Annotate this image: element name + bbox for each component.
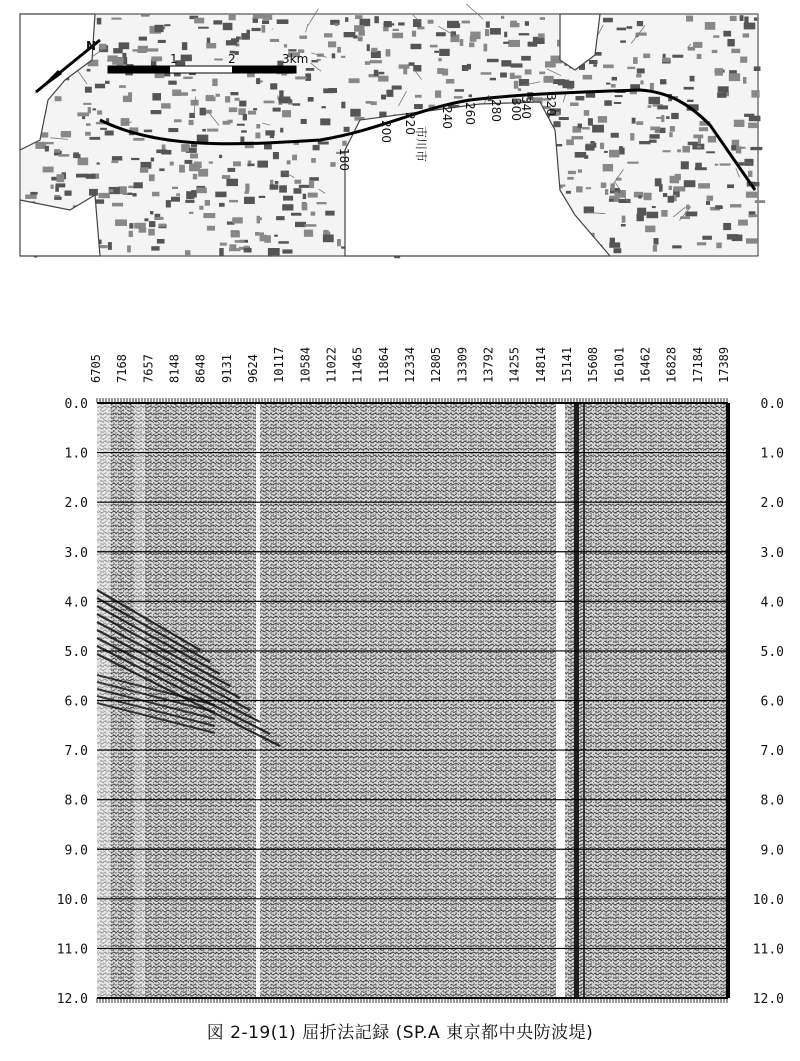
location-map xyxy=(0,0,800,300)
scale-label-1: 1 xyxy=(170,52,178,66)
route-label: 180 xyxy=(337,148,351,171)
y-tick-label-left: 11.0 xyxy=(56,942,88,958)
y-tick-labels-right xyxy=(753,397,784,1007)
svg-text:N: N xyxy=(86,39,97,53)
x-tick-label: 15141 xyxy=(560,346,574,383)
y-tick-label-right: 4.0 xyxy=(760,595,784,611)
y-tick-label-right: 10.0 xyxy=(752,892,784,908)
x-tick-label: 16462 xyxy=(638,346,653,383)
x-tick-label: 16828 xyxy=(664,346,679,383)
x-tick-label: 12805 xyxy=(429,346,444,383)
y-tick-label-right: 0.0 xyxy=(760,397,784,412)
x-tick-label: 14255 xyxy=(507,346,522,383)
refraction-record-chart xyxy=(0,300,800,1025)
route-label: 260 xyxy=(463,102,477,125)
scale-label-3km: 3km xyxy=(282,52,309,66)
y-tick-label-right: 3.0 xyxy=(760,545,784,561)
x-tick-label: 16101 xyxy=(612,346,627,383)
y-tick-label-left: 8.0 xyxy=(64,793,88,809)
x-tick-label: 7657 xyxy=(141,354,156,383)
y-tick-label-left: 0.0 xyxy=(64,397,88,412)
y-tick-label-right: 9.0 xyxy=(760,843,784,859)
seismic-plot-area xyxy=(97,398,730,1003)
y-tick-label-left: 6.0 xyxy=(64,694,88,710)
x-tick-label: 15608 xyxy=(586,346,601,383)
x-tick-label: 11864 xyxy=(376,346,391,383)
y-tick-label-left: 4.0 xyxy=(64,595,88,611)
x-tick-label: 8148 xyxy=(167,354,182,383)
y-tick-label-right: 8.0 xyxy=(760,793,784,809)
y-tick-label-left: 3.0 xyxy=(64,545,88,561)
y-tick-label-left: 1.0 xyxy=(64,446,88,462)
route-label: 240 xyxy=(440,106,454,129)
x-tick-label: 13792 xyxy=(481,346,496,383)
route-label: 340 xyxy=(519,96,533,119)
y-tick-label-left: 2.0 xyxy=(64,496,88,512)
y-tick-label-left: 5.0 xyxy=(64,644,88,660)
y-tick-label-left: 9.0 xyxy=(64,843,88,859)
x-tick-labels xyxy=(89,347,731,383)
x-tick-label: 14814 xyxy=(533,346,548,383)
route-label: 200 xyxy=(379,120,393,143)
y-tick-label-right: 2.0 xyxy=(760,496,784,512)
x-tick-label: 17184 xyxy=(690,346,705,383)
x-tick-label: 11022 xyxy=(324,346,339,383)
y-tick-label-left: 7.0 xyxy=(64,744,88,760)
x-tick-label: 12334 xyxy=(403,346,417,383)
route-label: 320 xyxy=(544,93,558,116)
x-tick-label: 6705 xyxy=(89,354,103,383)
figure-caption: 図 2-19(1) 屈折法記録 (SP.A 東京都中央防波堤) xyxy=(206,1023,594,1043)
x-tick-label: 9131 xyxy=(219,354,234,383)
x-tick-label: 10584 xyxy=(298,346,313,383)
y-tick-label-right: 6.0 xyxy=(760,694,784,710)
y-tick-label-right: 11.0 xyxy=(752,942,784,958)
y-tick-label-left: 10.0 xyxy=(56,892,88,908)
x-tick-label: 10117 xyxy=(272,346,287,383)
y-tick-label-right: 12.0 xyxy=(752,992,784,1007)
x-tick-label: 17389 xyxy=(717,346,731,383)
route-label: 220 xyxy=(403,112,417,135)
place-label-ichikawa: 市川市 xyxy=(414,126,428,163)
x-tick-label: 13309 xyxy=(455,346,470,383)
x-tick-label: 7168 xyxy=(115,354,130,383)
x-tick-label: 8648 xyxy=(193,354,208,383)
route-label: 280 xyxy=(489,99,503,122)
x-tick-label: 9624 xyxy=(246,354,260,383)
route-label: 300 xyxy=(509,98,523,121)
y-tick-label-right: 1.0 xyxy=(760,446,784,462)
y-tick-labels-left xyxy=(57,397,88,1007)
y-tick-label-right: 7.0 xyxy=(760,744,784,760)
y-tick-label-right: 5.0 xyxy=(760,644,784,660)
y-tick-label-left: 12.0 xyxy=(56,992,88,1007)
scale-label-2: 2 xyxy=(228,52,236,66)
x-tick-label: 11465 xyxy=(350,346,365,383)
